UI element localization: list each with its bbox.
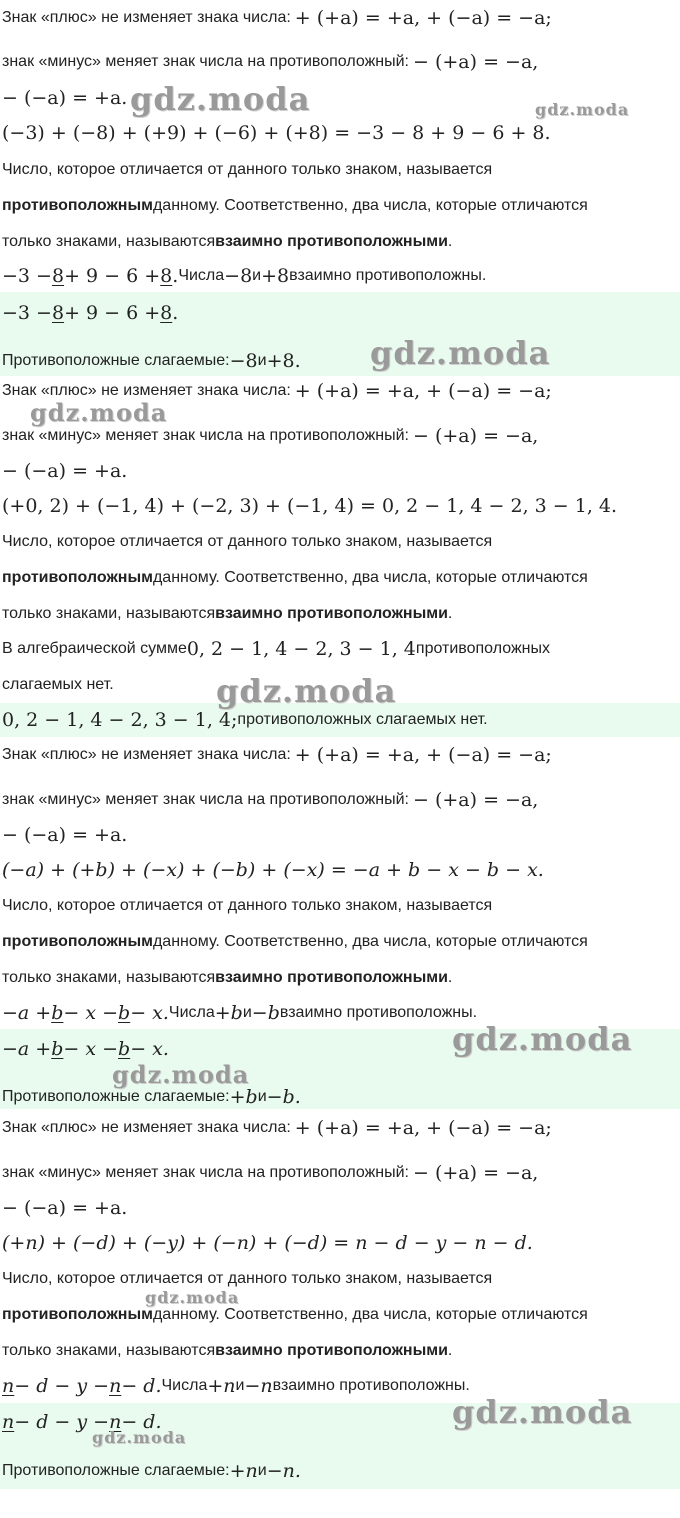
- minus-rule-text: знак «минус» меняет знак числа на противоположный:: [2, 427, 409, 444]
- expression-3: [0, 852, 680, 888]
- expression-4: [0, 1225, 680, 1261]
- watermark-logo: gdz.moda: [370, 334, 551, 372]
- plus-rule-text: Знак «плюс» не изменяет знака числа:: [2, 746, 291, 763]
- plus-rule-line: [0, 1110, 680, 1146]
- note-3-underlined: b: [51, 1002, 64, 1024]
- plus-rule-line: [0, 0, 680, 36]
- watermark-logo: gdz.moda: [145, 1288, 240, 1307]
- note-1-text: Числа: [178, 267, 225, 284]
- opposite-def-end: .: [447, 969, 453, 986]
- answer-1-number: +8.: [266, 350, 301, 372]
- answer-4-text: и: [257, 1462, 267, 1479]
- minus-rule-text: знак «минус» меняет знак числа на противоположный:: [2, 791, 409, 808]
- minus-rule-text: знак «минус» меняет знак числа на противоположный:: [2, 1164, 409, 1181]
- watermark-logo: gdz.moda: [535, 100, 630, 119]
- watermark-logo: gdz.moda: [452, 1020, 633, 1058]
- note-2-math: 0, 2 − 1, 4 − 2, 3 − 1, 4: [186, 638, 416, 660]
- minus-rule-line: [0, 44, 680, 80]
- opposite-def-text: Число, которое отличается от данного только знаком, называется: [2, 161, 493, 178]
- note-3-math: − x.: [130, 1002, 169, 1024]
- minus-rule-math-2: − (−a) = +a.: [2, 87, 128, 109]
- opposite-def-line-2: [0, 188, 680, 224]
- note-2-text: В алгебраической сумме: [2, 640, 187, 657]
- opposite-def-line-1: [0, 152, 680, 188]
- opposite-def-bold: противоположным: [2, 933, 153, 950]
- note-1-math: −3 −: [2, 265, 52, 287]
- plus-rule-line: [0, 737, 680, 773]
- opposite-def-text-2: данному. Соответственно, два числа, которые отличаются: [152, 933, 588, 950]
- note-3-math: −a +: [2, 1002, 52, 1024]
- note-4-text: и: [235, 1377, 245, 1394]
- opposite-def-text-2: данному. Соответственно, два числа, которые отличаются: [152, 197, 588, 214]
- opposite-def-line-3: [0, 1333, 680, 1369]
- opposite-def-bold: противоположным: [2, 197, 153, 214]
- note-3-math: − x −: [63, 1002, 119, 1024]
- opposite-def-bold-2: взаимно противоположными: [215, 233, 448, 250]
- opposite-def-bold: противоположным: [2, 569, 153, 586]
- note-4-number: +n: [207, 1375, 236, 1397]
- note-4-underlined: n: [2, 1375, 15, 1397]
- opposite-def-line-2: [0, 924, 680, 960]
- answer-3-text: и: [257, 1088, 267, 1105]
- watermark-logo: gdz.moda: [130, 80, 311, 118]
- answer-4-math: − d.: [121, 1411, 162, 1433]
- opposite-def-bold-2: взаимно противоположными: [215, 1342, 448, 1359]
- note-2-text: слагаемых нет.: [2, 676, 114, 693]
- opposite-def-bold-2: взаимно противоположными: [215, 605, 448, 622]
- answer-4-number: +n: [229, 1460, 258, 1482]
- note-1-text: взаимно противоположны.: [289, 267, 487, 284]
- minus-rule-math: − (+a) = −a,: [413, 789, 539, 811]
- minus-rule-line-2: [0, 453, 680, 489]
- minus-rule-line: [0, 1155, 680, 1191]
- note-4-math: − d.: [121, 1375, 162, 1397]
- answer-1-underlined: 8: [51, 302, 65, 324]
- opposite-def-text: Число, которое отличается от данного только знаком, называется: [2, 1270, 493, 1287]
- answer-4-underlined: n: [109, 1411, 122, 1433]
- answer-4-number: −n.: [266, 1460, 301, 1482]
- answer-3-label: Противоположные слагаемые:: [2, 1088, 230, 1105]
- opposite-def-end: .: [447, 1342, 453, 1359]
- note-1-number: −8: [224, 265, 253, 287]
- answer-3-underlined: b: [118, 1038, 131, 1060]
- minus-rule-line: [0, 782, 680, 818]
- watermark-logo: gdz.moda: [30, 398, 168, 427]
- minus-rule-line-2: [0, 1190, 680, 1226]
- minus-rule-math: − (+a) = −a,: [413, 1162, 539, 1184]
- minus-rule-math-2: − (−a) = +a.: [2, 824, 128, 846]
- note-4-math: − d − y −: [14, 1375, 110, 1397]
- plus-rule-text: Знак «плюс» не изменяет знака числа:: [2, 9, 291, 26]
- watermark-logo: gdz.moda: [216, 672, 397, 710]
- plus-rule-text: Знак «плюс» не изменяет знака числа:: [2, 1119, 291, 1136]
- answer-3-number: +b: [229, 1086, 258, 1108]
- note-3-underlined: b: [118, 1002, 131, 1024]
- minus-rule-line-2: [0, 817, 680, 853]
- minus-rule-text: знак «минус» меняет знак числа на противоположный:: [2, 53, 409, 70]
- note-4-underlined: n: [109, 1375, 122, 1397]
- note-3-number: −b: [251, 1002, 280, 1024]
- answer-3-math: − x −: [63, 1038, 119, 1060]
- note-3-text: Числа: [168, 1004, 215, 1021]
- answer-3-number: −b.: [266, 1086, 301, 1108]
- opposite-def-line-3: [0, 596, 680, 632]
- answer-1-math-line: [0, 295, 680, 331]
- note-3-text: и: [242, 1004, 252, 1021]
- answer-3-math: −a +: [2, 1038, 52, 1060]
- opposite-def-line-2: [0, 560, 680, 596]
- watermark-logo: gdz.moda: [112, 1060, 250, 1089]
- opposite-def-bold: противоположным: [2, 1306, 153, 1323]
- answer-1-math: .: [172, 302, 179, 324]
- note-1-text: и: [252, 267, 262, 284]
- expression-2-math: (+0, 2) + (−1, 4) + (−2, 3) + (−1, 4) = 0, 2 − 1, 4 − 2, 3 − 1, 4.: [2, 495, 618, 517]
- answer-3-underlined: b: [51, 1038, 64, 1060]
- opposite-def-text-3: только знаками, называются: [2, 233, 216, 250]
- opposite-def-text: Число, которое отличается от данного только знаком, называется: [2, 897, 493, 914]
- opposite-def-end: .: [447, 605, 453, 622]
- opposite-def-line-3: [0, 960, 680, 996]
- expression-4-math: (+n) + (−d) + (−y) + (−n) + (−d) = n − d − y − n − d.: [2, 1232, 533, 1254]
- answer-4-label: Противоположные слагаемые:: [2, 1462, 230, 1479]
- minus-rule-math-2: − (−a) = +a.: [2, 460, 128, 482]
- note-1-underlined: 8: [160, 265, 173, 287]
- opposite-def-text-3: только знаками, называются: [2, 605, 216, 622]
- expression-1: [0, 115, 680, 151]
- plus-rule-math: + (+a) = +a, + (−a) = −a;: [294, 744, 552, 766]
- plus-rule-math: + (+a) = +a, + (−a) = −a;: [294, 380, 552, 402]
- answer-1-math: −3 −: [2, 302, 52, 324]
- answer-3-math: − x.: [130, 1038, 169, 1060]
- note-3-number: +b: [214, 1002, 243, 1024]
- opposite-def-text-3: только знаками, называются: [2, 969, 216, 986]
- note-2: [0, 631, 680, 667]
- note-1-underlined: 8: [51, 265, 65, 287]
- note-4-text: Числа: [161, 1377, 208, 1394]
- minus-rule-math: − (+a) = −a,: [413, 425, 539, 447]
- expression-3-math: (−a) + (+b) + (−x) + (−b) + (−x) = −a + b − x − b − x.: [2, 859, 544, 881]
- note-1-math: .: [172, 265, 179, 287]
- note-4-number: −n: [244, 1375, 273, 1397]
- minus-rule-math: − (+a) = −a,: [413, 51, 539, 73]
- note-1-number: +8: [261, 265, 290, 287]
- opposite-def-end: .: [447, 233, 453, 250]
- answer-4-label-line: [0, 1453, 680, 1489]
- opposite-def-text-2: данному. Соответственно, два числа, которые отличаются: [152, 1306, 588, 1323]
- watermark-logo: gdz.moda: [452, 1393, 633, 1431]
- note-2-text: противоположных: [415, 640, 550, 657]
- plus-rule-text: Знак «плюс» не изменяет знака числа:: [2, 382, 291, 399]
- note-4-text: взаимно противоположны.: [272, 1377, 470, 1394]
- plus-rule-math: + (+a) = +a, + (−a) = −a;: [294, 1117, 552, 1139]
- opposite-def-line-2: [0, 1297, 680, 1333]
- answer-1-text: и: [257, 352, 267, 369]
- answer-1-underlined: 8: [160, 302, 173, 324]
- plus-rule-math: + (+a) = +a, + (−a) = −a;: [294, 7, 552, 29]
- opposite-def-bold-2: взаимно противоположными: [215, 969, 448, 986]
- note-3-text: взаимно противоположны.: [279, 1004, 478, 1021]
- opposite-def-text-3: только знаками, называются: [2, 1342, 216, 1359]
- expression-2: [0, 488, 680, 524]
- opposite-def-line-1: [0, 1261, 680, 1297]
- answer-4-math: − d − y −: [14, 1411, 110, 1433]
- note-1-math: + 9 − 6 +: [64, 265, 161, 287]
- opposite-def-line-1: [0, 888, 680, 924]
- watermark-logo: gdz.moda: [92, 1428, 187, 1447]
- answer-2-math: 0, 2 − 1, 4 − 2, 3 − 1, 4;: [2, 709, 238, 731]
- answer-4-underlined: n: [2, 1411, 15, 1433]
- opposite-def-line-1: [0, 524, 680, 560]
- opposite-def-line-3: [0, 224, 680, 260]
- opposite-def-text: Число, которое отличается от данного только знаком, называется: [2, 533, 493, 550]
- answer-1-math: + 9 − 6 +: [64, 302, 161, 324]
- answer-2-text: противоположных слагаемых нет.: [237, 711, 488, 728]
- answer-1-number: −8: [229, 350, 258, 372]
- opposite-def-text-2: данному. Соответственно, два числа, которые отличаются: [152, 569, 588, 586]
- answer-1-label: Противоположные слагаемые:: [2, 352, 230, 369]
- note-1: [0, 258, 680, 294]
- expression-1-math: (−3) + (−8) + (+9) + (−6) + (+8) = −3 − 8 + 9 − 6 + 8.: [2, 122, 551, 144]
- minus-rule-math-2: − (−a) = +a.: [2, 1197, 128, 1219]
